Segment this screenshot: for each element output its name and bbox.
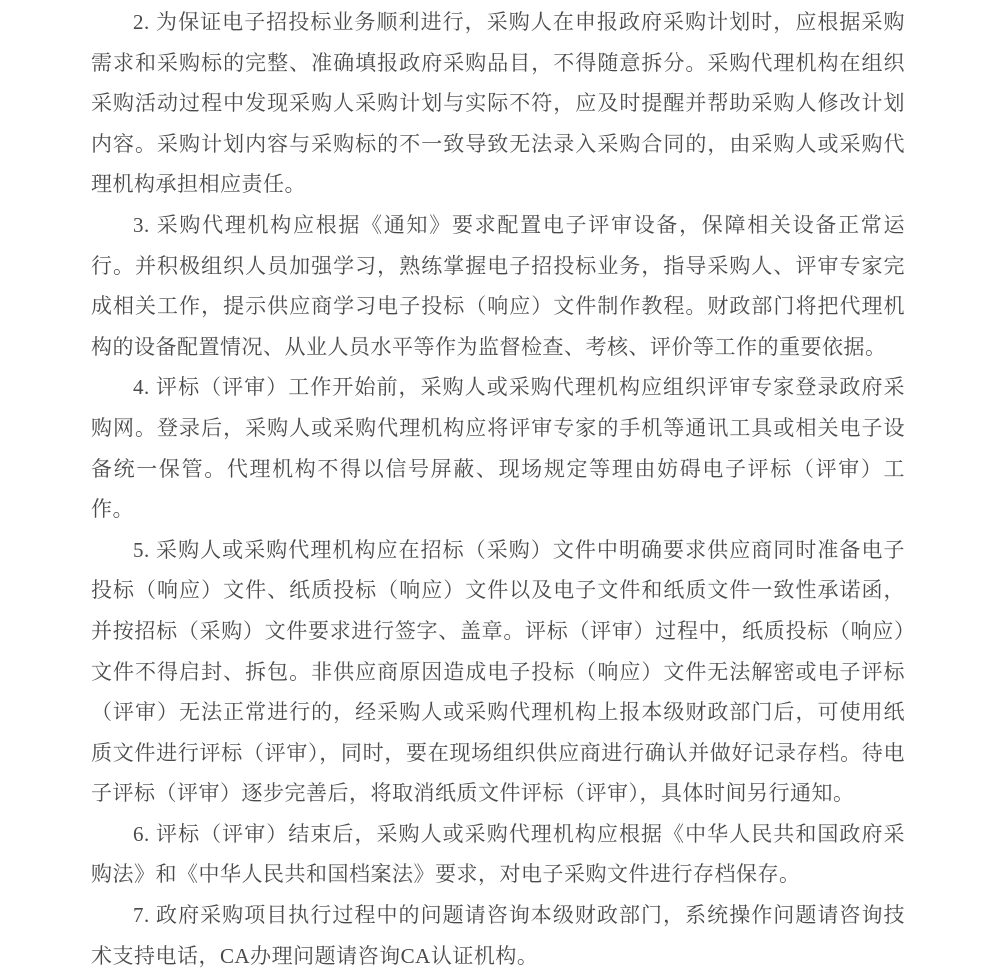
paragraph-item-6: 6. 评标（评审）结束后，采购人或采购代理机构应根据《中华人民共和国政府采购法》和《中华人民共和国档案法》要求，对电子采购文件进行存档保存。	[91, 821, 905, 887]
paragraph-item-4: 4. 评标（评审）工作开始前，采购人或采购代理机构应组织评审专家登录政府采购网。登录后，采购人或采购代理机构应将评审专家的手机等通讯工具或相关电子设备统一保管。代理机构不得以信号屏蔽、现场规定等理由妨碍电子评标（评审）工作。	[91, 375, 905, 522]
paragraph-item-2: 2. 为保证电子招投标业务顺利进行，采购人在申报政府采购计划时，应根据采购需求和采购标的完整、准确填报政府采购品目，不得随意拆分。采购代理机构在组织采购活动过程中发现采购人采购计划与实际不符，应及时提醒并帮助采购人修改计划内容。采购计划内容与采购标的不一致导致无法录入采购合同的，由采购人或采购代理机构承担相应责任。	[91, 10, 905, 197]
paragraph-item-7: 7. 政府采购项目执行过程中的问题请咨询本级财政部门，系统操作问题请咨询技术支持电话，CA办理问题请咨询CA认证机构。	[91, 903, 905, 968]
paragraph-item-5: 5. 采购人或采购代理机构应在招标（采购）文件中明确要求供应商同时准备电子投标（响应）文件、纸质投标（响应）文件以及电子文件和纸质文件一致性承诺函，并按招标（采购）文件要求进行签字、盖章。评标（评审）过程中，纸质投标（响应）文件不得启封、拆包。非供应商原因造成电子投标（响应）文件无法解密或电子评标（评审）无法正常进行的，经采购人或采购代理机构上报本级财政部门后，可使用纸质文件进行评标（评审），同时，要在现场组织供应商进行确认并做好记录存档。待电子评标（评审）逐步完善后，将取消纸质文件评标（评审），具体时间另行通知。	[91, 537, 905, 806]
paragraph-item-3: 3. 采购代理机构应根据《通知》要求配置电子评审设备，保障相关设备正常运行。并积极组织人员加强学习，熟练掌握电子招投标业务，指导采购人、评审专家完成相关工作，提示供应商学习电子投标（响应）文件制作教程。财政部门将把代理机构的设备配置情况、从业人员水平等作为监督检查、考核、评价等工作的重要依据。	[91, 212, 905, 359]
